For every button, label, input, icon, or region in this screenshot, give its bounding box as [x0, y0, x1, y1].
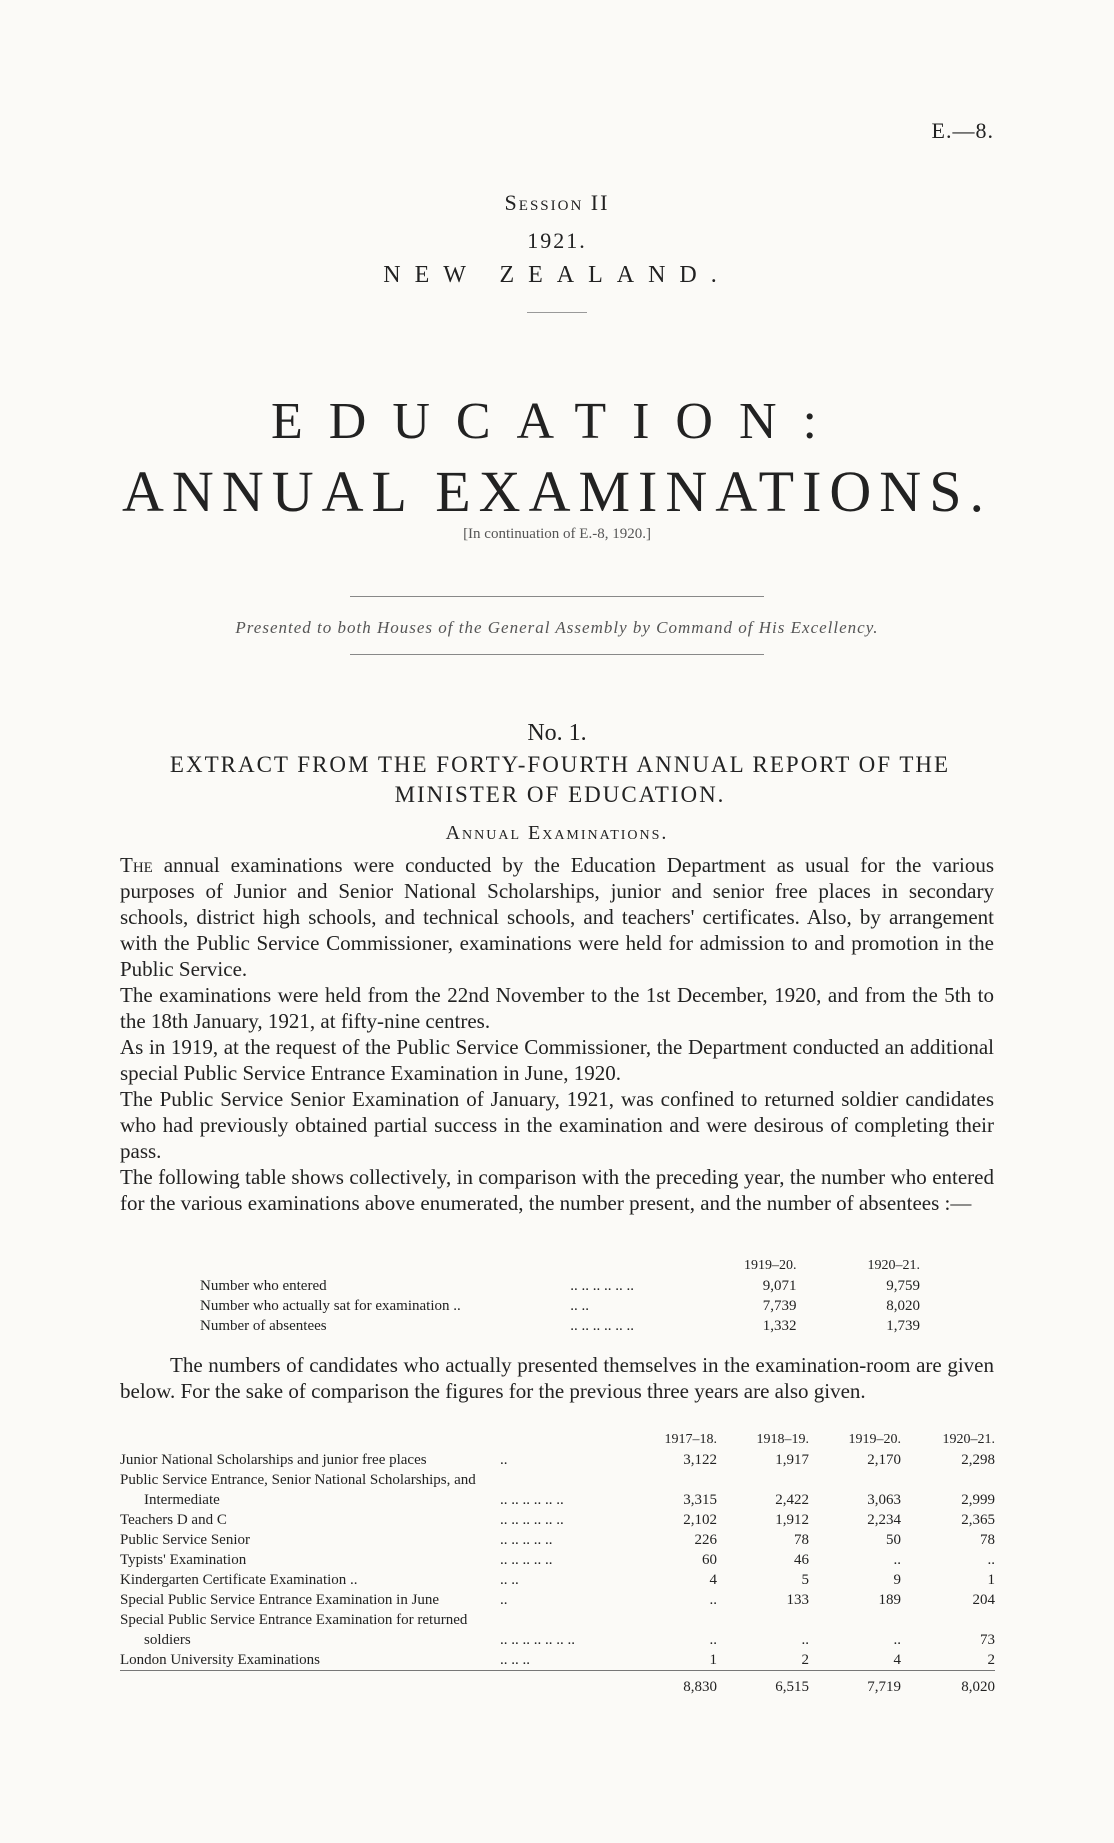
- cell-value: 5: [801, 1571, 809, 1588]
- cell-value: 226: [694, 1531, 717, 1548]
- body-text-2: [120, 1352, 994, 1404]
- table-row: [120, 1610, 995, 1630]
- paragraph-1-initial: The: [120, 853, 153, 877]
- cell-value: 73: [980, 1631, 995, 1648]
- cell-value: 9,759: [886, 1277, 920, 1294]
- cell-value: [631, 1610, 717, 1630]
- cell-value: 9: [893, 1571, 901, 1588]
- table-header-row: [120, 1430, 995, 1450]
- divider-top: [350, 596, 764, 597]
- cell-value: 1,739: [886, 1317, 920, 1334]
- row-label: Intermediate: [144, 1491, 220, 1508]
- row-label: Number who actually sat for examination ..: [200, 1297, 461, 1314]
- leader-dots: .. .. .. .. ..: [500, 1531, 553, 1548]
- cell-value: 78: [980, 1531, 995, 1548]
- cell-value: 2,102: [683, 1511, 717, 1528]
- cell-value: 4: [893, 1651, 901, 1668]
- cell-value: [901, 1610, 995, 1630]
- row-label: Number of absentees: [200, 1317, 327, 1334]
- paragraph-1: [120, 852, 994, 982]
- leader-dots: .. .. .. .. ..: [500, 1551, 553, 1568]
- paragraph-6: The numbers of candidates who actually presented themselves in the examination-room are given below. For the sake of comparison the figures for the previous three years are also given.: [120, 1353, 994, 1403]
- cell-value: [809, 1610, 901, 1630]
- table-header-row: [200, 1256, 920, 1276]
- column-header: 1917–18.: [664, 1432, 717, 1447]
- session-label: Session II: [504, 190, 610, 215]
- cell-value: ..: [709, 1591, 717, 1608]
- row-label: London University Examinations: [120, 1651, 320, 1668]
- cell-value: 1,332: [762, 1317, 797, 1334]
- total-value: 6,515: [717, 1671, 809, 1698]
- table-row: [120, 1650, 995, 1671]
- cell-value: 133: [786, 1591, 809, 1608]
- attendance-table: [200, 1256, 920, 1336]
- cell-value: 3,315: [683, 1491, 717, 1508]
- cell-value: [717, 1610, 809, 1630]
- paragraph-1-text: annual examinations were conducted by the Education Department as usual for the various purposes of Junior and Senior National Scholarships, junior and senior free places in secondary schools, district high schools, and technical schools, and teachers' certificates. Also, by arrangement with the Public Service Commissioner, examinations were held for admission to and promotion in the Public Service.: [120, 853, 995, 981]
- cell-value: 3,122: [683, 1451, 717, 1468]
- country-label: NEW ZEALAND.: [383, 262, 731, 288]
- row-label: Special Public Service Entrance Examination for returned: [120, 1611, 468, 1628]
- cell-value: 3,063: [867, 1491, 901, 1508]
- cell-value: ..: [801, 1631, 809, 1648]
- row-label: Typists' Examination: [120, 1551, 247, 1568]
- cell-value: 46: [794, 1551, 809, 1568]
- cell-value: 2,234: [867, 1511, 901, 1528]
- row-label: soldiers: [144, 1631, 191, 1648]
- leader-dots: .. ..: [500, 1571, 519, 1588]
- table-row: [120, 1550, 995, 1570]
- cell-value: 1: [987, 1571, 995, 1588]
- leader-dots: .. .. .. .. .. .. ..: [500, 1631, 575, 1648]
- cell-value: 50: [886, 1531, 901, 1548]
- cell-value: 60: [702, 1551, 717, 1568]
- year-label: 1921.: [527, 228, 587, 253]
- report-reference: E.—8.: [931, 118, 994, 143]
- total-value: 7,719: [809, 1671, 901, 1698]
- cell-value: ..: [709, 1631, 717, 1648]
- leader-dots: .. .. ..: [500, 1651, 530, 1668]
- cell-value: ..: [893, 1551, 901, 1568]
- table-row: [120, 1490, 995, 1510]
- leader-dots: .. .. .. .. .. ..: [570, 1317, 635, 1334]
- cell-value: 189: [878, 1591, 901, 1608]
- column-header: 1920–21.: [942, 1432, 995, 1447]
- cell-value: 1,912: [775, 1511, 809, 1528]
- cell-value: 2: [801, 1651, 809, 1668]
- cell-value: [717, 1470, 809, 1490]
- paragraph-4: The Public Service Senior Examination of January, 1921, was confined to returned soldier candidates who had previously obtained partial success in the examination and were desirous of completing their pass.: [120, 1087, 994, 1163]
- column-header: 1920–21.: [867, 1258, 920, 1273]
- presented-line: Presented to both Houses of the General Assembly by Command of His Excellency.: [235, 618, 879, 637]
- table-row: [120, 1470, 995, 1490]
- row-label: Teachers D and C: [120, 1511, 227, 1528]
- table-row: [120, 1590, 995, 1610]
- cell-value: 2,999: [961, 1491, 995, 1508]
- cell-value: [631, 1470, 717, 1490]
- total-value: 8,020: [901, 1671, 995, 1698]
- cell-value: 1: [709, 1651, 717, 1668]
- section-heading: Annual Examinations.: [445, 822, 669, 844]
- column-header: 1918–19.: [756, 1432, 809, 1447]
- divider-bottom: [350, 654, 764, 655]
- cell-value: ..: [893, 1631, 901, 1648]
- column-header: 1919–20.: [848, 1432, 901, 1447]
- table-row: [120, 1450, 995, 1470]
- table-row: [200, 1296, 920, 1316]
- row-label: Junior National Scholarships and junior free places: [120, 1451, 427, 1468]
- leader-dots: .. .. .. .. .. ..: [500, 1511, 564, 1528]
- cell-value: ..: [987, 1551, 995, 1568]
- paragraph-3: As in 1919, at the request of the Public Service Commissioner, the Department conducted an additional special Public Service Entrance Examination in June, 1920.: [120, 1035, 994, 1085]
- table-row: [120, 1530, 995, 1550]
- continuation-note: [In continuation of E.-8, 1920.]: [463, 526, 651, 542]
- cell-value: 7,739: [762, 1297, 797, 1314]
- cell-value: 204: [972, 1591, 995, 1608]
- section-number: No. 1.: [527, 720, 587, 746]
- short-divider: [527, 312, 587, 313]
- leader-dots: .. .. .. .. .. ..: [500, 1491, 564, 1508]
- cell-value: [901, 1470, 995, 1490]
- cell-value: 4: [709, 1571, 717, 1588]
- leader-dots: .. .. .. .. .. ..: [570, 1277, 635, 1294]
- candidates-table: [120, 1430, 995, 1697]
- paragraph-2: The examinations were held from the 22nd November to the 1st December, 1920, and from the 5th to the 18th January, 1921, at fifty-nine centres.: [120, 983, 994, 1033]
- body-text: [120, 852, 994, 1216]
- table-row: [200, 1316, 920, 1336]
- table-row: [120, 1570, 995, 1590]
- table-row: [120, 1510, 995, 1530]
- candidates-table-body: [120, 1450, 995, 1671]
- document-title: EDUCATION:: [271, 393, 843, 450]
- cell-value: 2,170: [867, 1451, 901, 1468]
- cell-value: 2,365: [961, 1511, 995, 1528]
- leader-dots: ..: [500, 1451, 508, 1468]
- extract-heading: EXTRACT FROM THE FORTY-FOURTH ANNUAL REPORT OF THE MINISTER OF EDUCATION.: [169, 752, 951, 807]
- document-subtitle: ANNUAL EXAMINATIONS.: [122, 459, 992, 524]
- table-row: [200, 1276, 920, 1296]
- total-value: 8,830: [631, 1671, 717, 1698]
- table-row: [120, 1630, 995, 1650]
- leader-dots: [500, 1470, 631, 1490]
- leader-dots: [500, 1610, 631, 1630]
- row-label: Public Service Senior: [120, 1531, 250, 1548]
- cell-value: 8,020: [886, 1297, 920, 1314]
- paragraph-5: The following table shows collectively, in comparison with the preceding year, the number who entered for the various examinations above enumerated, the number present, and the number of absentees :—: [120, 1165, 994, 1215]
- row-label: Number who entered: [200, 1277, 327, 1294]
- cell-value: [809, 1470, 901, 1490]
- cell-value: 2,422: [775, 1491, 809, 1508]
- cell-value: 2: [987, 1651, 995, 1668]
- cell-value: 1,917: [775, 1451, 809, 1468]
- leader-dots: ..: [500, 1591, 508, 1608]
- totals-row: [120, 1671, 995, 1698]
- column-header: 1919–20.: [744, 1258, 797, 1273]
- row-label: Kindergarten Certificate Examination ..: [120, 1571, 358, 1588]
- row-label: Special Public Service Entrance Examination in June: [120, 1591, 440, 1608]
- cell-value: 9,071: [762, 1277, 797, 1294]
- row-label: Public Service Entrance, Senior National Scholarships, and: [120, 1471, 476, 1488]
- leader-dots: .. ..: [570, 1297, 590, 1314]
- cell-value: 2,298: [961, 1451, 995, 1468]
- cell-value: 78: [794, 1531, 809, 1548]
